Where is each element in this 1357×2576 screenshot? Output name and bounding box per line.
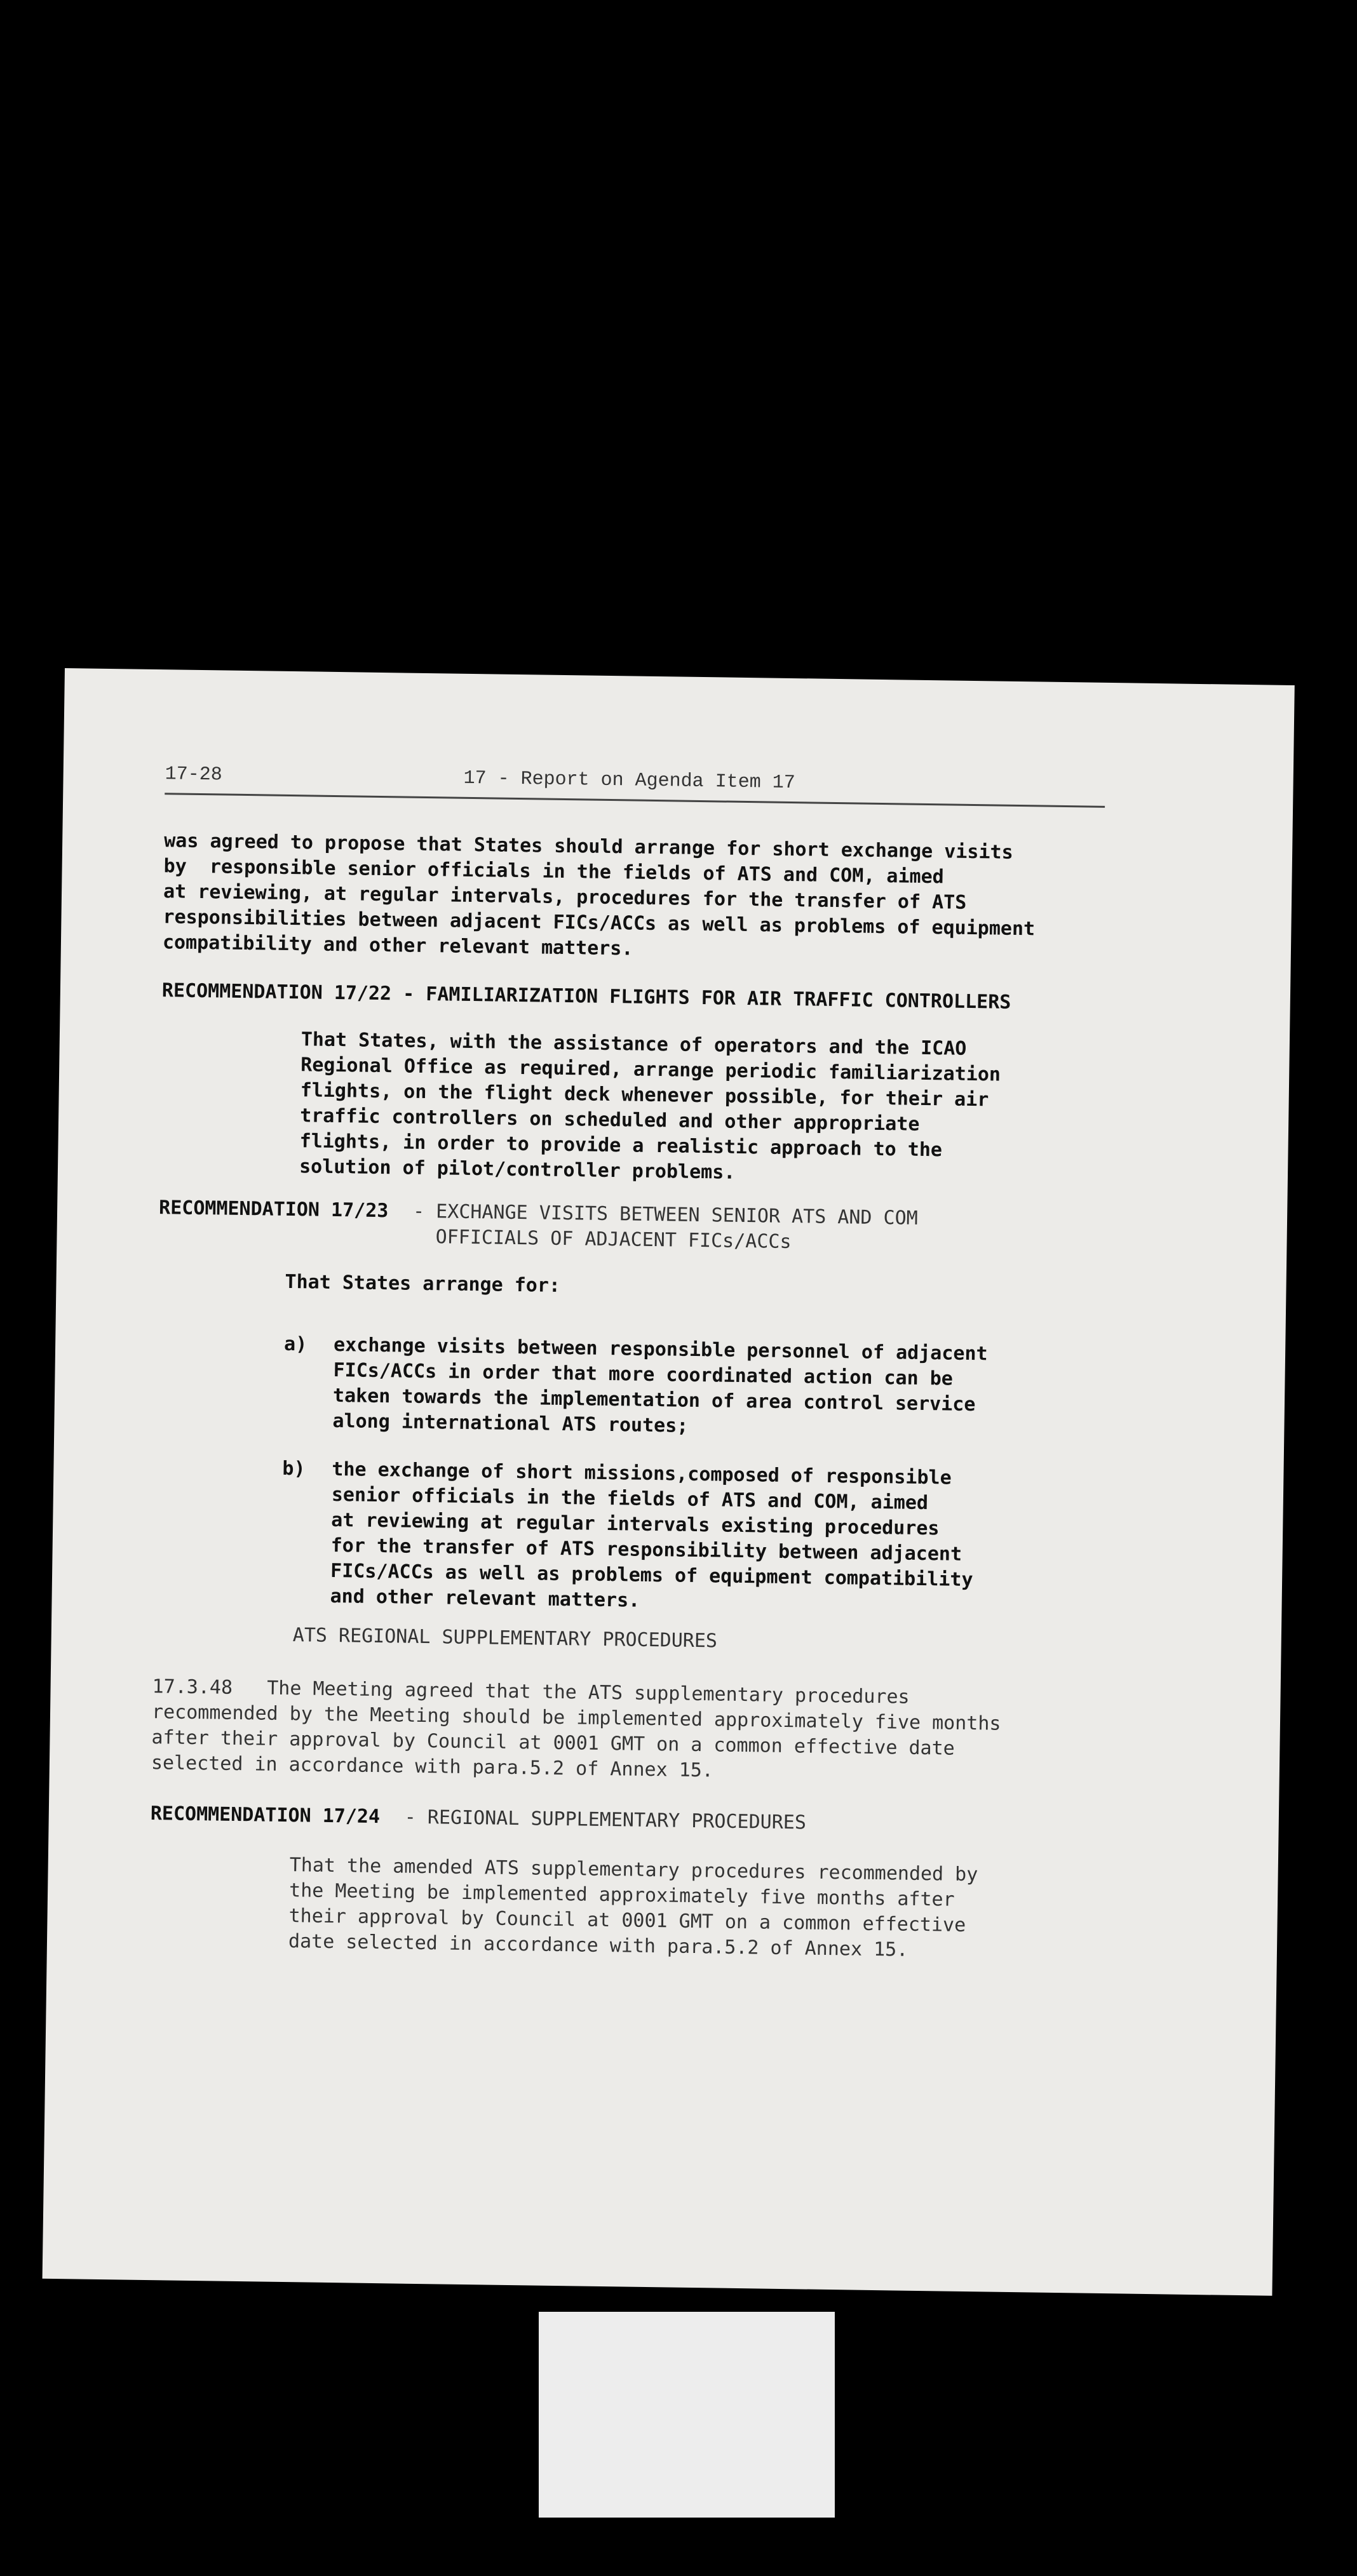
intro-paragraph: was agreed to propose that States should arrange for short exchange visits by responsible senior officials in the fields of ATS and COM, aimed at reviewing, at regular intervals, procedures for the transfer of ATS responsibilities between adjacent FICs/ACCs as well as problems of equipment compatibility and other relevant matters.: [162, 829, 1036, 960]
item-a-marker: a): [283, 1332, 307, 1356]
recommendation-17-23-label: RECOMMENDATION 17/23: [158, 1197, 389, 1223]
recommendation-17-22-heading: RECOMMENDATION 17/22 - FAMILIARIZATION FLIGHTS FOR AIR TRAFFIC CONTROLLERS: [161, 979, 1011, 1014]
item-b-text: the exchange of short missions,composed of responsible senior officials in the fields of ATS and COM, aimed at reviewing at regular intervals existing procedures for the transfer of ATS responsibility between adjacent FICs/ACCs as well as problems of equipment compatibility and other relevant matters.: [330, 1458, 973, 1612]
item-a-text: exchange visits between responsible personnel of adjacent FICs/ACCs in order that more coordinated action can be taken towards the implementation of area control service along international ATS routes;: [332, 1334, 988, 1437]
paragraph-17-3-48: 17.3.48 The Meeting agreed that the ATS supplementary procedures recommended by the Meeting should be implemented approximately five months after their approval by Council at 0001 GMT on a common effective date selected in accordance with para.5.2 of Annex 15.: [151, 1675, 1001, 1782]
recommendation-17-24-title: - REGIONAL SUPPLEMENTARY PROCEDURES: [404, 1806, 807, 1834]
page-header: [165, 763, 1105, 808]
recommendation-17-24-body: That the amended ATS supplementary procedures recommended by the Meeting be implemented approximately five months after their approval by Council at 0001 GMT on a common effective date selected in accordance with para.5.2 of Annex 15.: [288, 1854, 978, 1961]
recommendation-17-22-body: That States, with the assistance of operators and the ICAO Regional Office as required, arrange periodic familiarization flights, on the flight deck whenever possible, for their air traffic controllers on scheduled and other appropriate flights, in order to provide a realistic approach to the solution of pilot/controller problems.: [299, 1028, 1001, 1184]
item-b-marker: b): [282, 1457, 306, 1480]
recommendation-17-24-label: RECOMMENDATION 17/24: [150, 1802, 381, 1828]
blank-card: [539, 2312, 835, 2518]
section-heading: ATS REGIONAL SUPPLEMENTARY PROCEDURES: [292, 1624, 718, 1653]
header-title: 17 - Report on Agenda Item 17: [463, 767, 795, 795]
recommendation-17-23-title: - EXCHANGE VISITS BETWEEN SENIOR ATS AND COM OFFICIALS OF ADJACENT FICs/ACCs: [412, 1200, 918, 1254]
recommendation-17-23-lead: That States arrange for:: [285, 1270, 561, 1297]
document-page: [43, 668, 1295, 2296]
page-number: 17-28: [165, 763, 222, 786]
